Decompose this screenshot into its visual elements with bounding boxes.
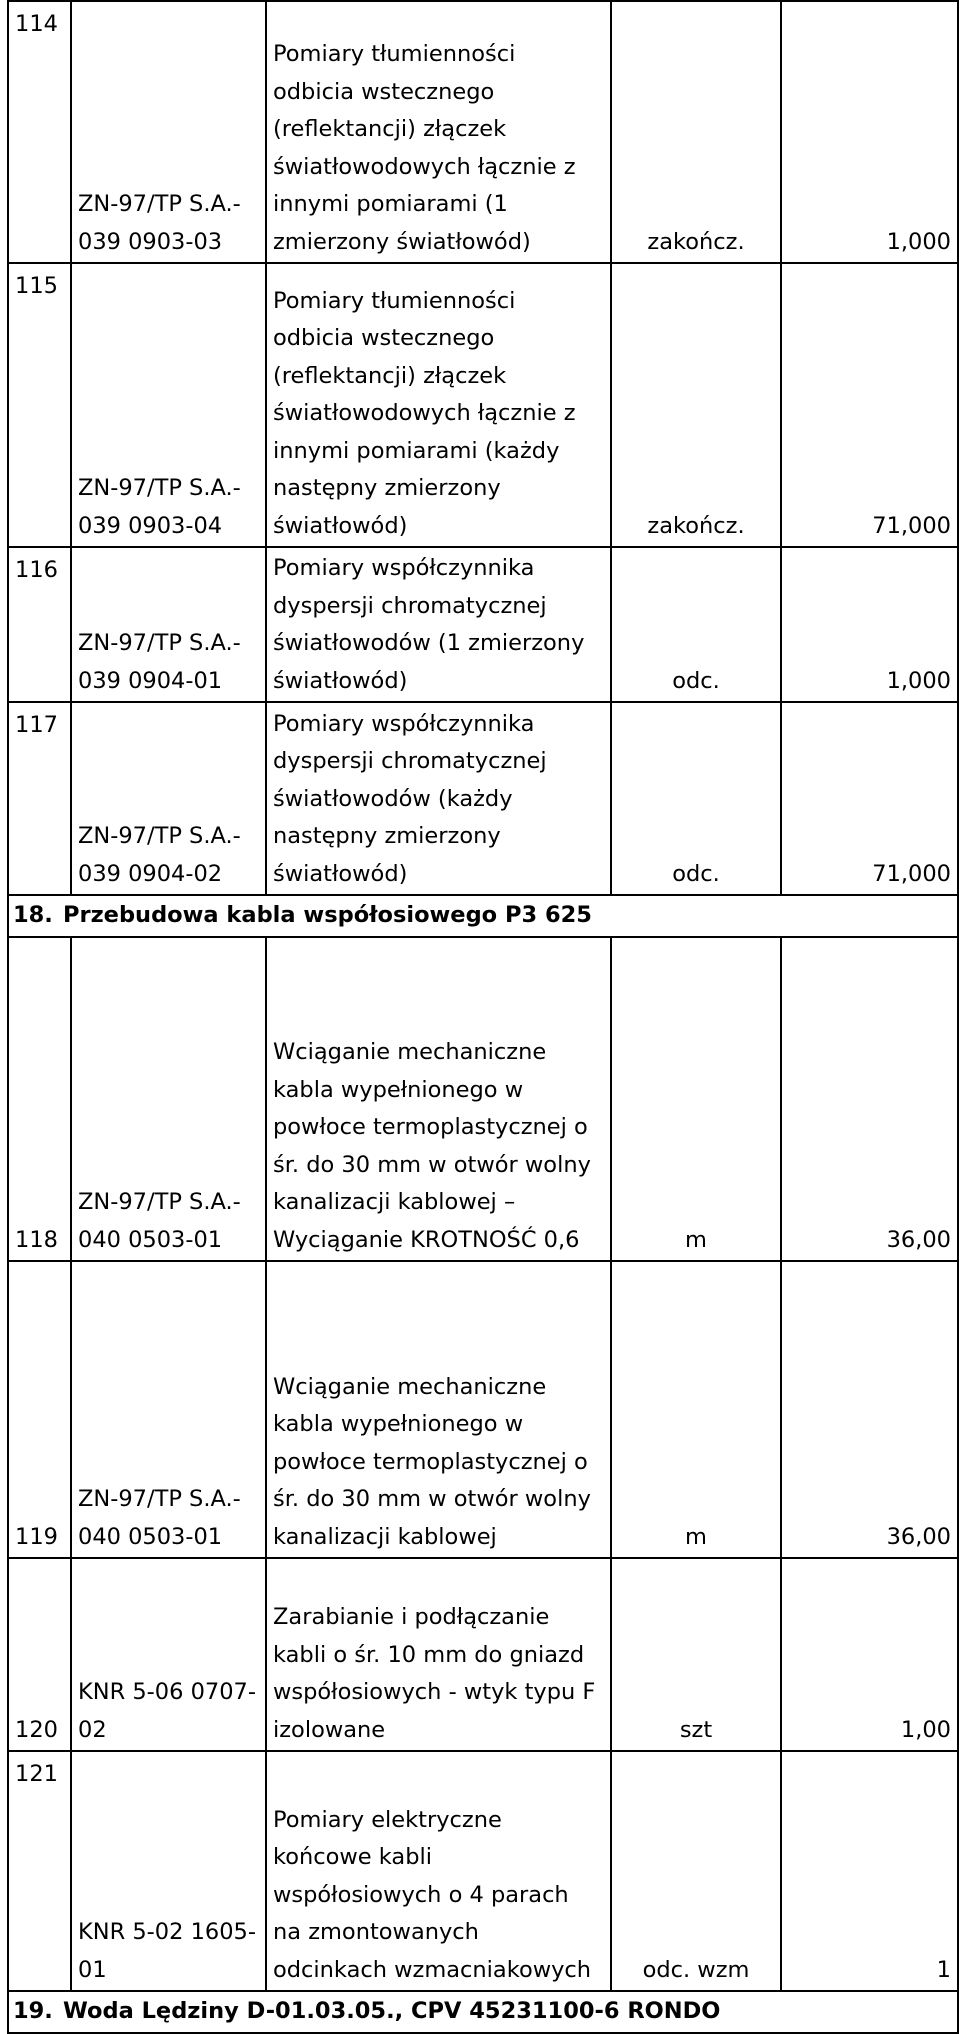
item-description: Wciąganie mechaniczne kabla wypełnionego w powłoce termoplastycznej o śr. do 30 mm w otwór wolny kanalizacji kablowej – Wyciąganie KROTNOŚĆ 0,6	[266, 937, 611, 1261]
section-title: Woda Lędziny D-01.03.05., CPV 45231100-6 RONDO	[63, 1998, 721, 2025]
section-header	[8, 895, 958, 937]
item-code: ZN-97/TP S.A.- 039 0904-01	[71, 547, 266, 702]
table-row	[8, 1, 958, 263]
table-row	[8, 937, 958, 1261]
item-number: 117	[8, 702, 71, 895]
item-quantity: 1	[781, 1751, 958, 1991]
item-quantity: 36,00	[781, 1261, 958, 1558]
item-number: 115	[8, 263, 71, 547]
item-code: ZN-97/TP S.A.- 039 0904-02	[71, 702, 266, 895]
item-description: Pomiary tłumienności odbicia wstecznego (reflektancji) złączek światłowodowych łącznie z innymi pomiarami (każdy następny zmierzony światłowód)	[266, 263, 611, 547]
section-number: 18.	[13, 902, 53, 929]
item-code: ZN-97/TP S.A.- 040 0503-01	[71, 937, 266, 1261]
item-number: 119	[8, 1261, 71, 1558]
item-quantity: 36,00	[781, 937, 958, 1261]
item-description: Wciąganie mechaniczne kabla wypełnionego w powłoce termoplastycznej o śr. do 30 mm w otwór wolny kanalizacji kablowej	[266, 1261, 611, 1558]
cost-estimate-table	[7, 0, 959, 2034]
item-quantity: 1,000	[781, 1, 958, 263]
item-unit: szt	[611, 1558, 781, 1751]
table-row	[8, 547, 958, 702]
table-row	[8, 263, 958, 547]
item-description: Pomiary tłumienności odbicia wstecznego (reflektancji) złączek światłowodowych łącznie z innymi pomiarami (1 zmierzony światłowód)	[266, 1, 611, 263]
table-row	[8, 1751, 958, 1991]
item-description: Pomiary współczynnika dyspersji chromatycznej światłowodów (1 zmierzony światłowód)	[266, 547, 611, 702]
item-number: 114	[8, 1, 71, 263]
item-number: 120	[8, 1558, 71, 1751]
table-row	[8, 702, 958, 895]
table-row	[8, 1261, 958, 1558]
item-code: ZN-97/TP S.A.- 039 0903-03	[71, 1, 266, 263]
item-unit: odc.	[611, 702, 781, 895]
item-number: 118	[8, 937, 71, 1261]
item-quantity: 1,000	[781, 547, 958, 702]
item-description: Zarabianie i podłączanie kabli o śr. 10 mm do gniazd współosiowych - wtyk typu F izolowane	[266, 1558, 611, 1751]
item-quantity: 71,000	[781, 263, 958, 547]
item-unit: odc.	[611, 547, 781, 702]
item-code: KNR 5-06 0707- 02	[71, 1558, 266, 1751]
section-number: 19.	[13, 1998, 53, 2025]
item-code: ZN-97/TP S.A.- 040 0503-01	[71, 1261, 266, 1558]
item-code: KNR 5-02 1605- 01	[71, 1751, 266, 1991]
table-row	[8, 1558, 958, 1751]
item-unit: zakończ.	[611, 263, 781, 547]
item-unit: odc. wzm	[611, 1751, 781, 1991]
item-unit: zakończ.	[611, 1, 781, 263]
item-quantity: 1,00	[781, 1558, 958, 1751]
section-header-cell	[8, 1991, 958, 2033]
item-unit: m	[611, 1261, 781, 1558]
section-title: Przebudowa kabla współosiowego P3 625	[63, 902, 592, 929]
section-header	[8, 1991, 958, 2033]
item-description: Pomiary elektryczne końcowe kabli współosiowych o 4 parach na zmontowanych odcinkach wzmacniakowych	[266, 1751, 611, 1991]
item-unit: m	[611, 937, 781, 1261]
section-header-cell	[8, 895, 958, 937]
item-description: Pomiary współczynnika dyspersji chromatycznej światłowodów (każdy następny zmierzony światłowód)	[266, 702, 611, 895]
item-number: 116	[8, 547, 71, 702]
item-quantity: 71,000	[781, 702, 958, 895]
item-number: 121	[8, 1751, 71, 1991]
item-code: ZN-97/TP S.A.- 039 0903-04	[71, 263, 266, 547]
